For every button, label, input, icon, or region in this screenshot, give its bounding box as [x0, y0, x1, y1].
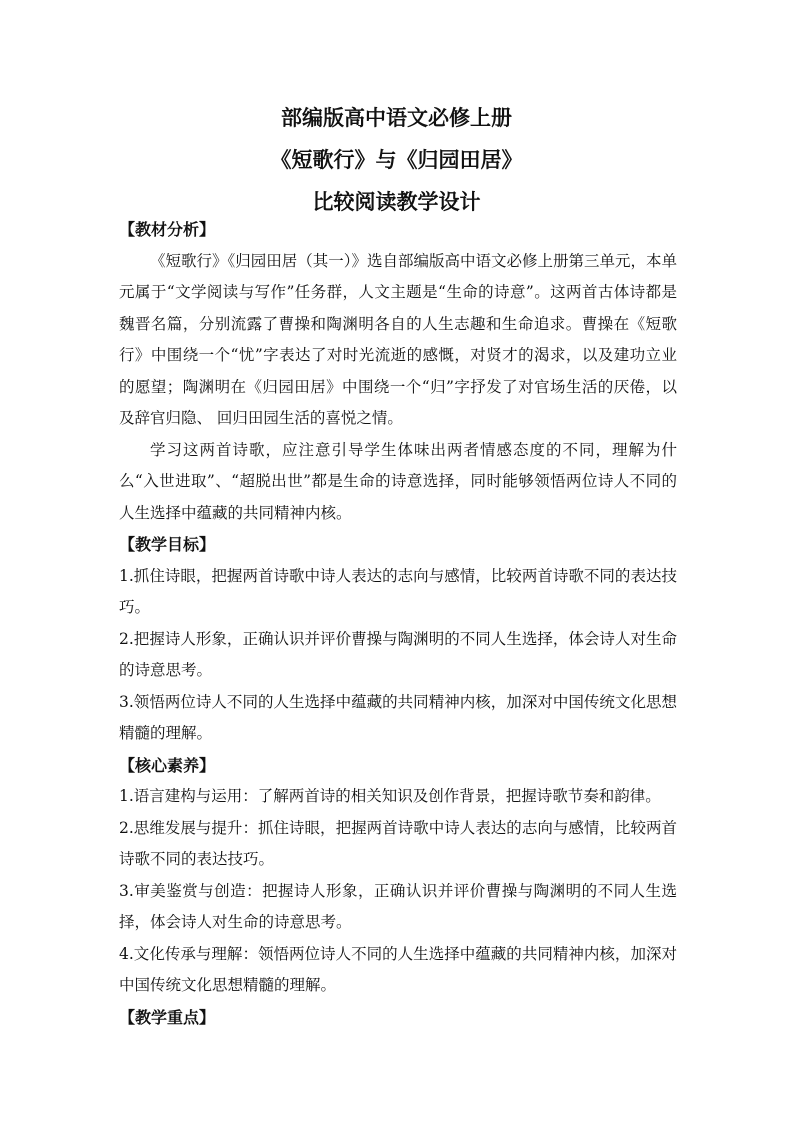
goal-item-1: 1.抓住诗眼，把握两首诗歌中诗人表达的志向与感情，比较两首诗歌不同的表达技巧。 — [119, 566, 677, 616]
goal-item-3: 3.领悟两位诗人不同的人生选择中蕴藏的共同精神内核，加深对中国传统文化思想精髓的理解。 — [119, 692, 677, 742]
analysis-paragraph-1: 《短歌行》《归园田居（其一）》选自部编版高中语文必修上册第三单元，本单元属于“文学阅读与写作”任务群，人文主题是“生命的诗意”。这两首古体诗都是魏晋名篇，分别流露了曹操和陶渊明各自的人生志趣和生命追求。曹操在《短歌行》中围绕一个“忧”字表达了对时光流逝的感慨，对贤才的渴求，以及建功立业的愿望；陶渊明在《归园田居》中围绕一个“归”字抒发了对官场生活的厌倦，以及辞官归隐、 回归田园生活的喜悦之情。 — [119, 251, 678, 427]
section-heading-goals: 【教学目标】 — [119, 535, 216, 554]
title-line-1: 部编版高中语文必修上册 — [281, 106, 512, 130]
document-body — [119, 214, 677, 1033]
literacy-item-1: 1.语言建构与运用：了解两首诗的相关知识及创作背景，把握诗歌节奏和韵律。 — [119, 787, 661, 805]
title-line-3: 比较阅读教学设计 — [312, 190, 481, 214]
analysis-paragraph-2: 学习这两首诗歌，应注意引导学生体味出两者情感态度的不同，理解为什么“入世进取”、“超脱出世”都是生命的诗意选择，同时能够领悟两位诗人不同的人生选择中蕴藏的共同精神内核。 — [119, 440, 677, 522]
literacy-item-2: 2.思维发展与提升：抓住诗眼，把握两首诗歌中诗人表达的志向与感情，比较两首诗歌不同的表达技巧。 — [119, 818, 677, 868]
title-line-2: 《短歌行》与《归园田居》 — [270, 148, 523, 172]
section-heading-keypoints: 【教学重点】 — [119, 1007, 216, 1027]
literacy-item-4: 4.文化传承与理解：领悟两位诗人不同的人生选择中蕴藏的共同精神内核，加深对中国传统文化思想精髓的理解。 — [119, 944, 677, 994]
section-heading-analysis: 【教材分析】 — [119, 220, 216, 239]
section-heading-literacy: 【核心素养】 — [119, 755, 216, 775]
goal-item-2: 2.把握诗人形象，正确认识并评价曹操与陶渊明的不同人生选择，体会诗人对生命的诗意思考。 — [119, 629, 677, 679]
literacy-item-3: 3.审美鉴赏与创造：把握诗人形象，正确认识并评价曹操与陶渊明的不同人生选择，体会诗人对生命的诗意思考。 — [119, 881, 677, 931]
